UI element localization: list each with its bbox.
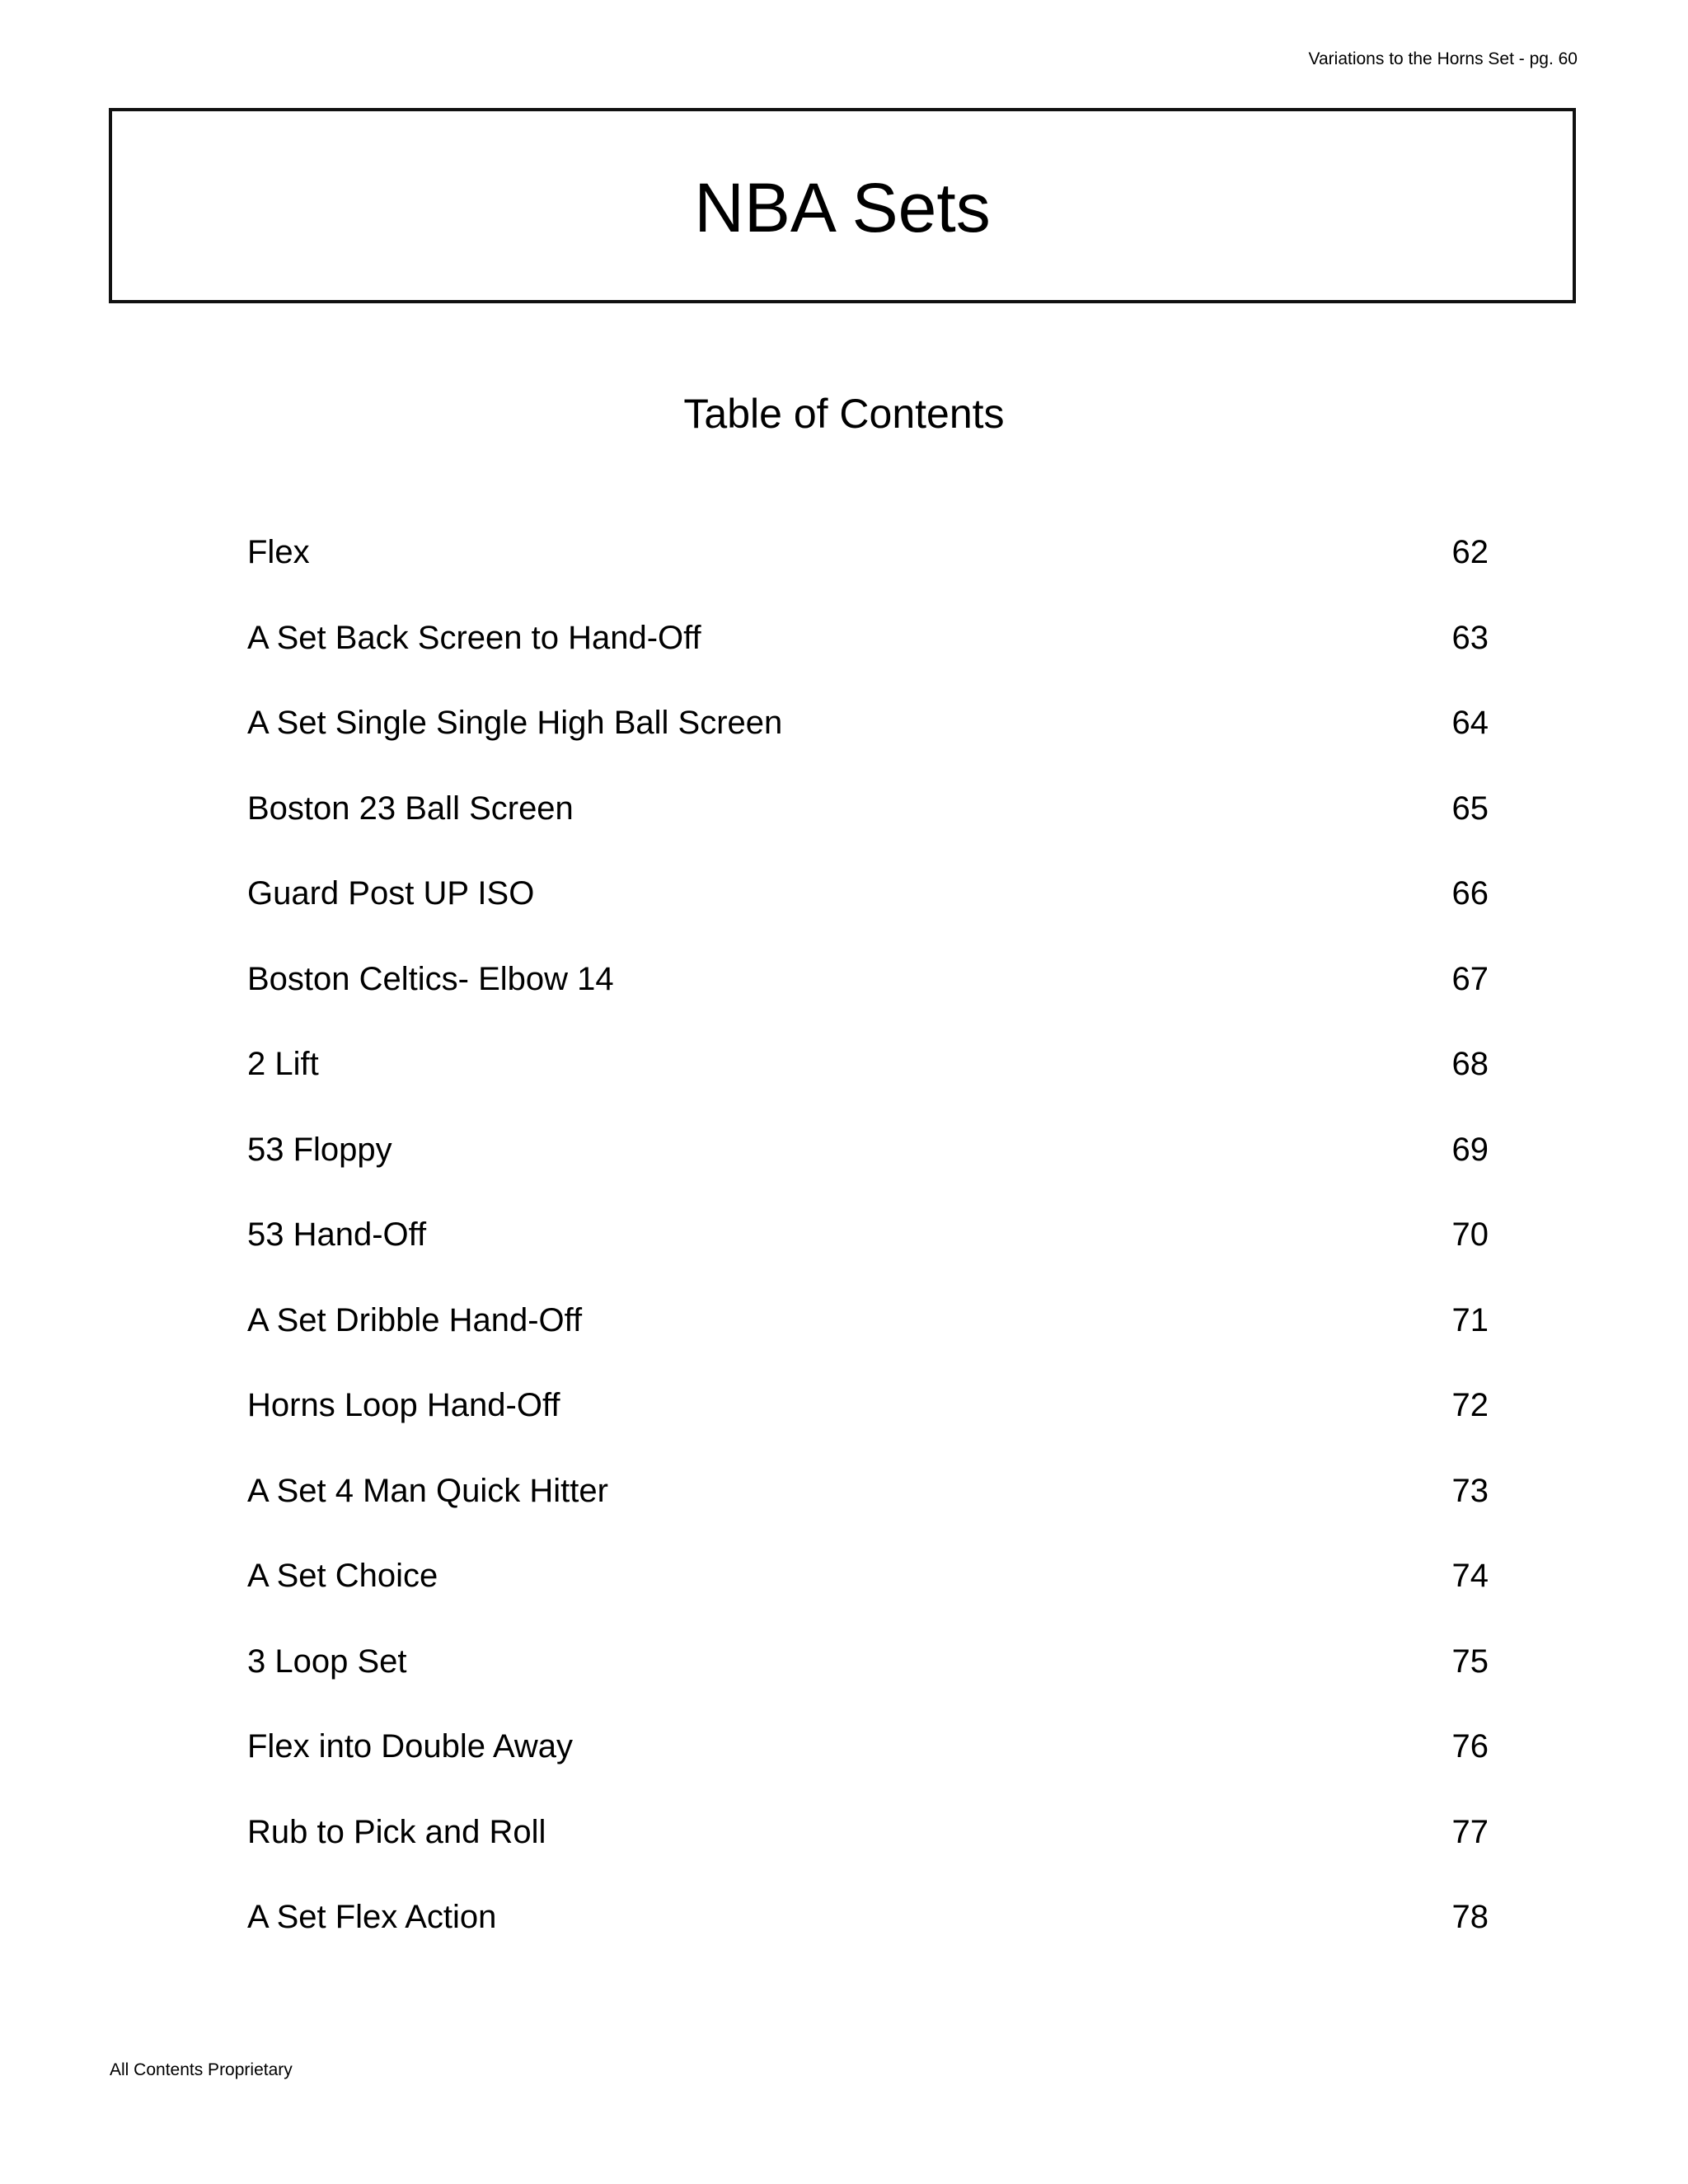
toc-entry-page: 73 bbox=[1451, 1472, 1489, 1509]
toc-entry-title: A Set Single Single High Ball Screen bbox=[247, 705, 783, 741]
toc-entry-page: 77 bbox=[1451, 1813, 1489, 1850]
toc-entry[interactable] bbox=[247, 1044, 1489, 1130]
toc-entry-page: 78 bbox=[1451, 1899, 1489, 1935]
toc-entry-page: 76 bbox=[1451, 1728, 1489, 1765]
toc-entry-page: 70 bbox=[1451, 1216, 1489, 1253]
toc-list bbox=[247, 532, 1489, 1983]
toc-entry[interactable] bbox=[247, 1385, 1489, 1471]
toc-entry-title: Boston 23 Ball Screen bbox=[247, 790, 574, 827]
running-header: Variations to the Horns Set - pg. 60 bbox=[1308, 49, 1578, 68]
toc-entry[interactable] bbox=[247, 959, 1489, 1045]
toc-entry-title: A Set Dribble Hand-Off bbox=[247, 1301, 583, 1338]
toc-entry[interactable] bbox=[247, 703, 1489, 789]
toc-entry-title: Guard Post UP ISO bbox=[247, 875, 535, 912]
toc-heading: Table of Contents bbox=[683, 391, 1005, 437]
toc-entry-page: 72 bbox=[1451, 1387, 1489, 1423]
toc-entry-title: Flex bbox=[247, 534, 310, 570]
toc-entry-page: 64 bbox=[1451, 705, 1489, 741]
toc-entry[interactable] bbox=[247, 1727, 1489, 1812]
toc-entry-page: 69 bbox=[1451, 1131, 1489, 1168]
toc-entry[interactable] bbox=[247, 1471, 1489, 1557]
toc-entry-page: 71 bbox=[1451, 1301, 1489, 1338]
toc-entry-title: 3 Loop Set bbox=[247, 1643, 407, 1680]
toc-entry-page: 74 bbox=[1451, 1558, 1489, 1594]
toc-entry[interactable] bbox=[247, 874, 1489, 959]
toc-entry-title: A Set Choice bbox=[247, 1558, 438, 1594]
toc-entry[interactable] bbox=[247, 532, 1489, 618]
footer-notice: All Contents Proprietary bbox=[110, 2060, 293, 2079]
toc-entry-page: 65 bbox=[1451, 790, 1489, 827]
toc-entry-page: 63 bbox=[1451, 619, 1489, 656]
toc-entry-title: Rub to Pick and Roll bbox=[247, 1813, 546, 1850]
toc-entry[interactable] bbox=[247, 1897, 1489, 1983]
toc-entry-title: Boston Celtics- Elbow 14 bbox=[247, 960, 614, 997]
toc-entry-title: 2 Lift bbox=[247, 1046, 319, 1082]
toc-entry[interactable] bbox=[247, 789, 1489, 874]
toc-entry[interactable] bbox=[247, 1642, 1489, 1727]
toc-entry-title: 53 Floppy bbox=[247, 1131, 392, 1168]
title-box bbox=[109, 108, 1576, 303]
toc-entry-title: 53 Hand-Off bbox=[247, 1216, 427, 1253]
toc-entry[interactable] bbox=[247, 1556, 1489, 1642]
toc-entry-title: A Set 4 Man Quick Hitter bbox=[247, 1472, 608, 1509]
toc-entry[interactable] bbox=[247, 1812, 1489, 1898]
toc-entry[interactable] bbox=[247, 1215, 1489, 1301]
toc-entry[interactable] bbox=[247, 1301, 1489, 1386]
toc-entry-page: 68 bbox=[1451, 1046, 1489, 1082]
page-title: NBA Sets bbox=[694, 168, 991, 246]
toc-entry[interactable] bbox=[247, 618, 1489, 704]
toc-entry-title: Flex into Double Away bbox=[247, 1728, 574, 1765]
toc-entry-title: A Set Back Screen to Hand-Off bbox=[247, 619, 701, 656]
toc-entry-title: Horns Loop Hand-Off bbox=[247, 1387, 560, 1423]
toc-entry[interactable] bbox=[247, 1130, 1489, 1216]
toc-entry-page: 62 bbox=[1451, 534, 1489, 570]
toc-entry-page: 67 bbox=[1451, 960, 1489, 997]
toc-entry-page: 75 bbox=[1451, 1643, 1489, 1680]
toc-entry-page: 66 bbox=[1451, 875, 1489, 912]
toc-entry-title: A Set Flex Action bbox=[247, 1899, 497, 1935]
